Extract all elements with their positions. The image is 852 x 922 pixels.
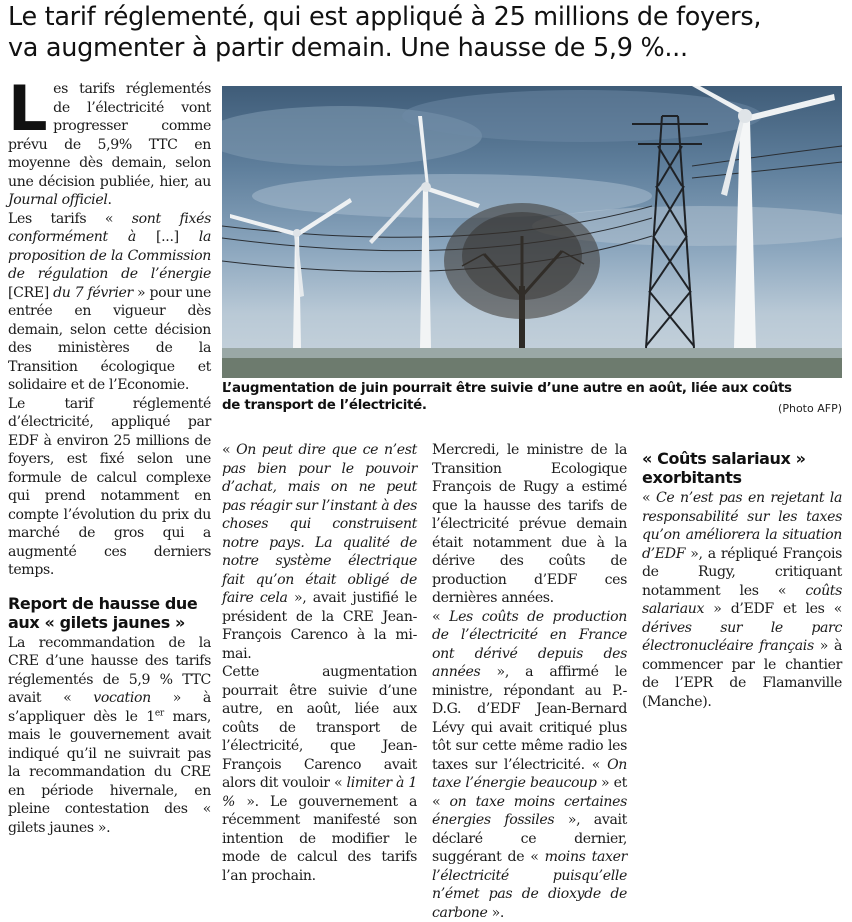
article-column-3 (432, 441, 627, 922)
headline-line-1: Le tarif réglementé, qui est appliqué à 25 millions de foyers, (8, 2, 848, 33)
article-column-1 (8, 80, 211, 837)
photo-caption (222, 380, 842, 414)
paragraph-rugy: Mercredi, le ministre de la Transition Ecologique François de Rugy a estimé que la hausse des tarifs de l’électricité prévue demain était notamment due à la dérive des coûts de production d’EDF ces dernières années. (432, 441, 627, 608)
paragraph-replique: « Ce n’est pas en rejetant la responsabilité sur les taxes qu’on améliorera la situation d’EDF », a répliqué François de Rugy, critiquant notamment les « coûts salariaux » d’EDF et les « dérives sur le parc électronucléaire français » à commencer par le chantier de l’EPR de Flamanville (Manche). (642, 489, 842, 711)
photo-illustration (222, 86, 842, 378)
article-column-4 (642, 441, 842, 711)
paragraph-augmentation: Cette augmentation pourrait être suivie d’une autre, en août, liée aux coûts de transport de l’électricité, que Jean-François Carenco avait alors dit vouloir « limiter à 1 % ». Le gouvernement a récemment manifesté son intention de modifier le mode de calcul des tarifs l’an prochain. (222, 663, 417, 885)
wind-turbines-photo (222, 86, 842, 378)
article-column-2 (222, 441, 417, 885)
paragraph-tarifs: Les tarifs « sont fixés conformément à [...] la proposition de la Commission de régulation de l’énergie [CRE] du 7 février » pour une entrée en vigueur dès demain, selon cette décision des ministères de la Transition écologique et solidaire et de l’Economie. (8, 210, 211, 395)
paragraph-intro: Les tarifs réglementés de l’électricité vont progresser comme prévu de 5,9% TTC en moyenne dès demain, selon une décision publiée, hier, au Journal officiel. (8, 80, 211, 210)
paragraph-formule: Le tarif réglementé d’électricité, appliqué par EDF à environ 25 millions de foyers, est fixé selon une formule de calcul complexe qui prend notamment en compte l’évolution du prix du marché de gros qui a augmenté ces derniers temps. (8, 395, 211, 580)
drop-cap: L (8, 84, 47, 134)
caption-line-1: L’augmentation de juin pourrait être suivie d’une autre en août, liée aux coûts (222, 381, 792, 396)
headline (8, 2, 848, 64)
headline-line-2: va augmenter à partir demain. Une hausse de 5,9 %... (8, 33, 848, 64)
paragraph-carenco-quote: « On peut dire que ce n’est pas bien pour le pouvoir d’achat, mais on ne peut pas réagir sur l’instant à des choses qui construisent notre pays. La qualité de notre système électrique fait qu’on était obligé de faire cela », avait justifié le président de la CRE Jean-François Carenco à la mi-mai. (222, 441, 417, 663)
subhead-couts-salariaux: « Coûts salariaux » exorbitants (642, 449, 842, 487)
caption-line-2: de transport de l’électricité. (222, 398, 427, 413)
paragraph-recommandation: La recommandation de la CRE d’une hausse des tarifs réglementés de 5,9 % TTC avait « vocation » à s’appliquer dès le 1er mars, mais le gouvernement avait indiqué qu’il ne suivrait pas la recommandation du CRE en période hivernale, en pleine contestation des « gilets jaunes ». (8, 634, 211, 838)
subhead-gilets-jaunes: Report de hausse due aux « gilets jaunes » (8, 594, 211, 632)
paragraph-couts-production: « Les coûts de production de l’électricité en France ont dérivé depuis des années », a affirmé le ministre, répondant au P.-D.G. d’EDF Jean-Bernard Lévy qui avait critiqué plus tôt sur cette même radio les taxes sur l’électricité. « On taxe l’énergie beaucoup » et « on taxe moins certaines énergies fossiles », avait déclaré ce dernier, suggérant de « moins taxer l’électricité puisqu’elle n’émet pas de dioxyde de carbone ». (432, 608, 627, 922)
photo-credit: (Photo AFP) (778, 402, 842, 415)
